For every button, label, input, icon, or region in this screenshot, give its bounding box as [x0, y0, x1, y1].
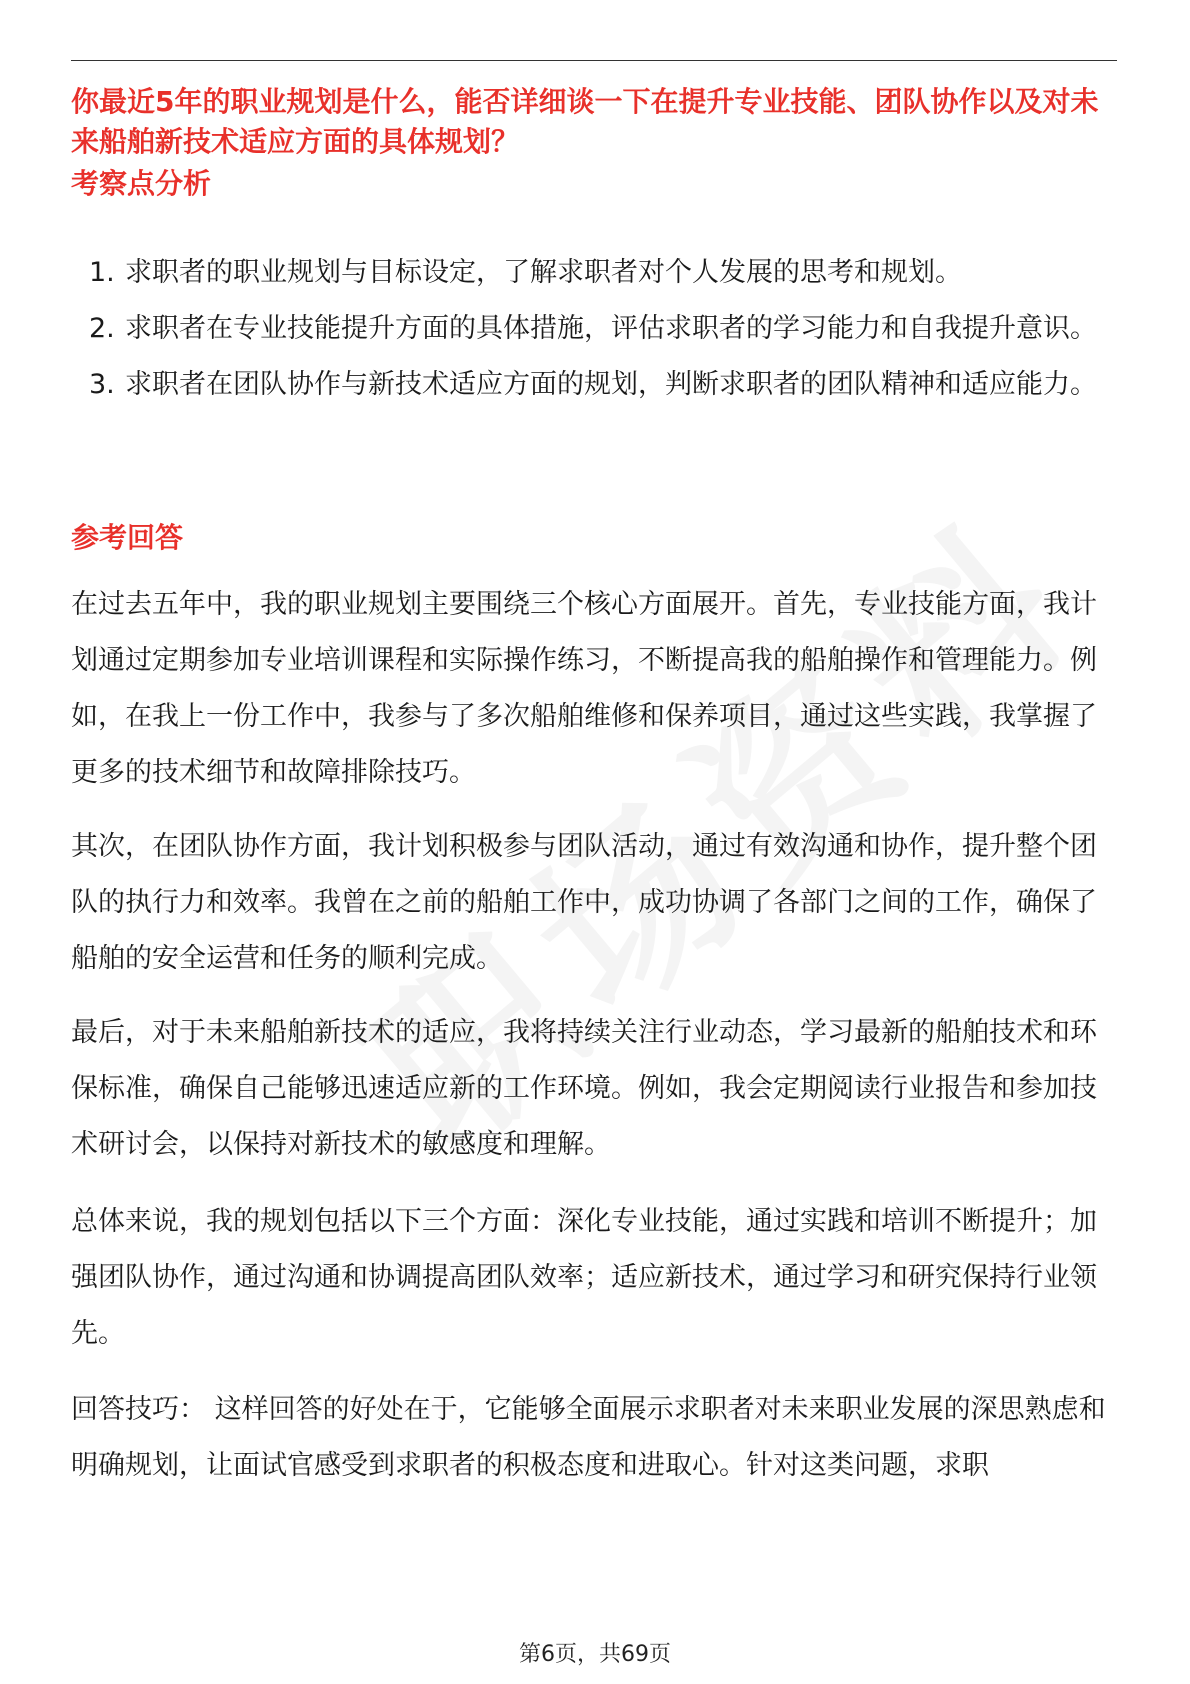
answer-heading: 参考回答 — [71, 521, 184, 554]
answer-paragraph: 其次，在团队协作方面，我计划积极参与团队活动，通过有效沟通和协作，提升整个团队的执行力和效率。我曾在之前的船舶工作中，成功协调了各部门之间的工作，确保了船舶的安全运营和任务的顺利完成。 — [71, 831, 1097, 974]
list-item-number: 2. — [89, 313, 115, 344]
analysis-list — [71, 245, 1117, 413]
answer-paragraph: 最后，对于未来船舶新技术的适应，我将持续关注行业动态，学习最新的船舶技术和环保标准，确保自己能够迅速适应新的工作环境。例如，我会定期阅读行业报告和参加技术研讨会，以保持对新技术的敏感度和理解。 — [71, 1017, 1097, 1160]
page-number: 第6页，共69页 — [519, 1642, 671, 1667]
question-title: 你最近5年的职业规划是什么，能否详细谈一下在提升专业技能、团队协作以及对未来船舶新技术适应方面的具体规划？ — [71, 85, 1099, 158]
answer-tips-paragraph: 回答技巧： 这样回答的好处在于，它能够全面展示求职者对未来职业发展的深思熟虑和明确规划，让面试官感受到求职者的积极态度和进取心。针对这类问题，求职 — [71, 1394, 1106, 1481]
list-item — [71, 357, 1117, 413]
answer-paragraph: 在过去五年中，我的职业规划主要围绕三个核心方面展开。首先，专业技能方面，我计划通过定期参加专业培训课程和实际操作练习，不断提高我的船舶操作和管理能力。例如，在我上一份工作中，我参与了多次船舶维修和保养项目，通过这些实践，我掌握了更多的技术细节和故障排除技巧。 — [71, 589, 1097, 788]
list-item-text: 求职者在团队协作与新技术适应方面的规划，判断求职者的团队精神和适应能力。 — [125, 369, 1097, 400]
top-rule — [71, 60, 1117, 61]
list-item-text: 求职者在专业技能提升方面的具体措施，评估求职者的学习能力和自我提升意识。 — [125, 313, 1097, 344]
answer-paragraph: 总体来说，我的规划包括以下三个方面：深化专业技能，通过实践和培训不断提升；加强团队协作，通过沟通和协调提高团队效率；适应新技术，通过学习和研究保持行业领先。 — [71, 1206, 1097, 1349]
list-item-number: 3. — [89, 369, 115, 400]
list-item-number: 1. — [89, 257, 115, 288]
list-item — [71, 301, 1117, 357]
list-item — [71, 245, 1117, 301]
list-item-text: 求职者的职业规划与目标设定，了解求职者对个人发展的思考和规划。 — [125, 257, 962, 288]
analysis-heading: 考察点分析 — [71, 167, 212, 200]
